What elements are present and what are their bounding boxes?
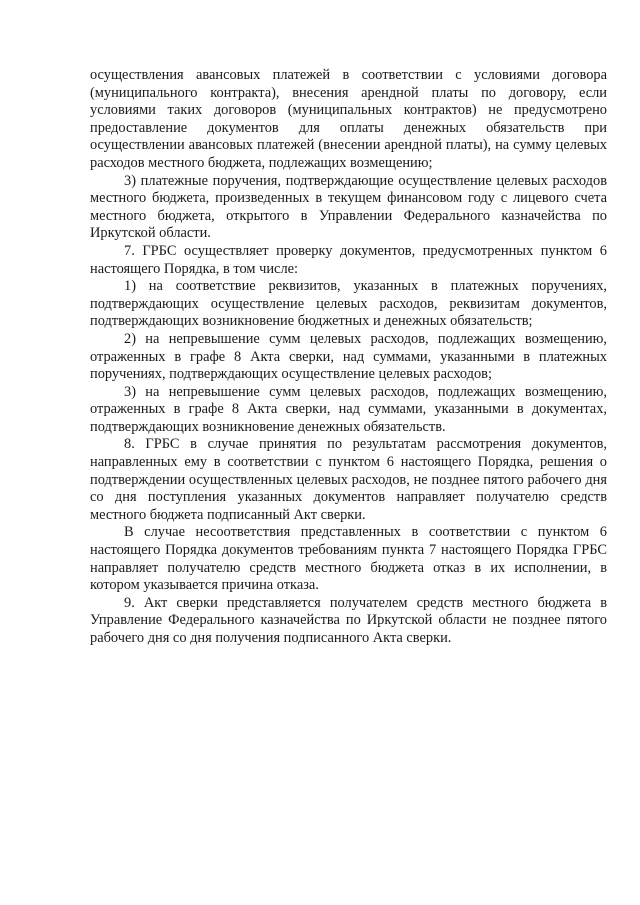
paragraph-section-7-item-3: 3) на непревышение сумм целевых расходов, подлежащих возмещению, отраженных в графе 8 Акта сверки, над суммами, указанными в документах, подтверждающих возникновение денежных обязательств. [90,383,607,435]
paragraph-section-7-item-1: 1) на соответствие реквизитов, указанных в платежных поручениях, подтверждающих осуществление целевых расходов, реквизитам документов, подтверждающих возникновение бюджетных и денежных обязательств; [90,278,607,330]
paragraph-section-9: 9. Акт сверки представляется получателем средств местного бюджета в Управление Федерального казначейства по Иркутской области не позднее пятого рабочего дня со дня получения подписанного Акта сверки. [90,594,607,646]
paragraph-section-8: 8. ГРБС в случае принятия по результатам рассмотрения документов, направленных ему в соответствии с пунктом 6 настоящего Порядка, решения о подтверждении осуществленных целевых расходов, не позднее пятого рабочего дня со дня поступления указанных документов направляет получателю средств местного бюджета подписанный Акт сверки. [90,436,607,523]
paragraph-section-8-refusal: В случае несоответствия представленных в соответствии с пунктом 6 настоящего Порядка документов требованиям пункта 7 настоящего Порядка ГРБС направляет получателю средств местного бюджета отказ в их исполнении, в котором указывается причина отказа. [90,524,607,594]
paragraph-section-7-item-2: 2) на непревышение сумм целевых расходов, подлежащих возмещению, отраженных в графе 8 Акта сверки, над суммами, указанными в платежных поручениях, подтверждающих осуществление целевых расходов; [90,330,607,383]
paragraph-section-7: 7. ГРБС осуществляет проверку документов, предусмотренных пунктом 6 настоящего Порядка, в том числе: [90,242,607,277]
document-body [90,67,607,648]
paragraph-continuation: осуществления авансовых платежей в соответствии с условиями договора (муниципального контракта), внесения арендной платы по договору, если условиями таких договоров (муниципальных контрактов) не предусмотрено предоставление документов для оплаты денежных обязательств при осуществлении авансовых платежей (внесении арендной платы), на сумму целевых расходов местного бюджета, подлежащих возмещению; [90,67,607,171]
paragraph-item-3-payment-orders: 3) платежные поручения, подтверждающие осуществление целевых расходов местного бюджета, произведенных в текущем финансовом году с лицевого счета местного бюджета, открытого в Управлении Федерального казначейства по Иркутской области. [90,172,607,242]
